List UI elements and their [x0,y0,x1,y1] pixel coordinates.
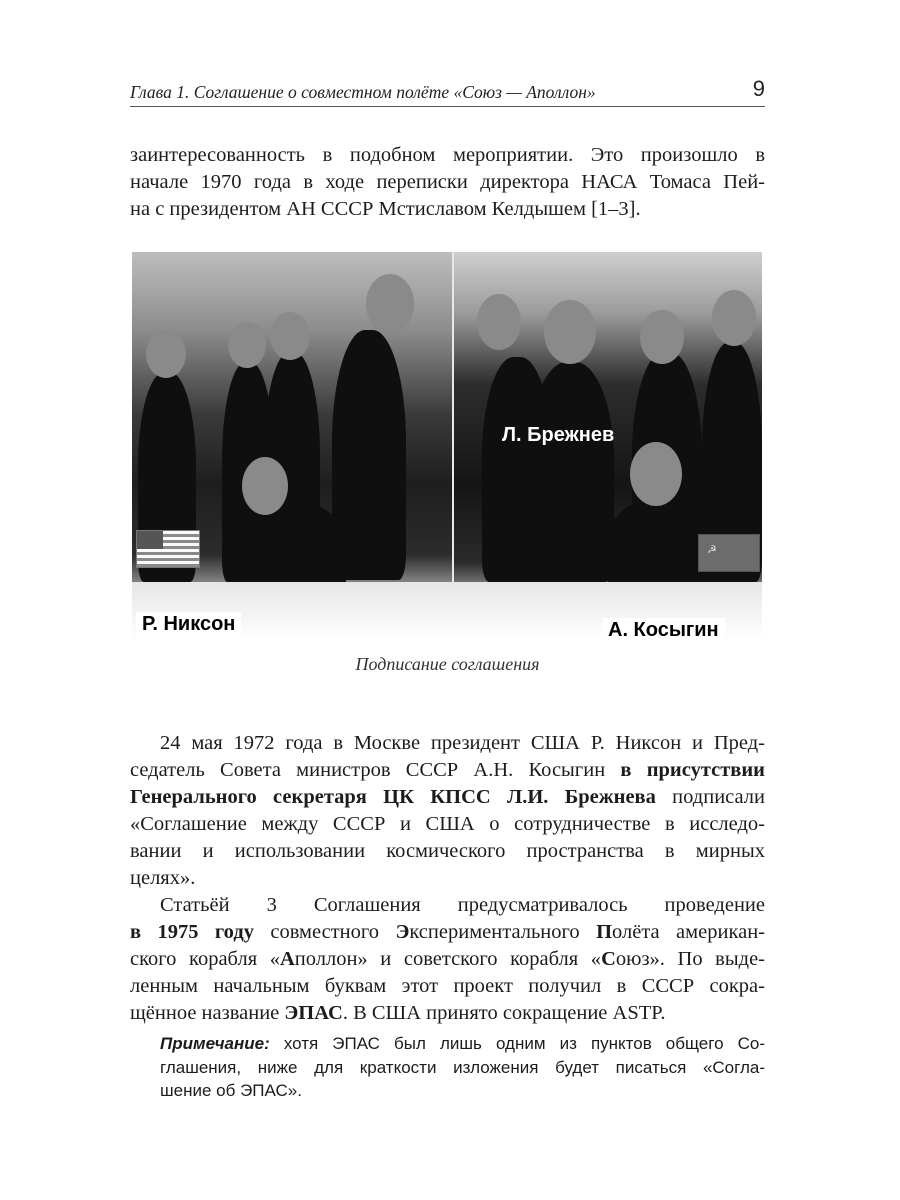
standing-figure [528,362,614,582]
us-flag-icon [136,530,200,568]
text-line: ского корабля «Аполлон» и советского корабля «Союз». По выде- [130,948,765,970]
paragraph-intro [130,142,765,223]
running-head [130,74,765,107]
figure-head [544,300,596,364]
figure-head [366,274,414,334]
text-line: целях». [130,867,196,889]
text-line: Генерального секретаря ЦК КПСС Л.И. Брежнева подписали [130,786,765,808]
figure-head [270,312,310,360]
bold-text: ЭПАС [284,1002,343,1024]
text-line: заинтересованность в подобном мероприятии. Это произошло в [130,144,765,166]
text-line: щённое название ЭПАС. В США принято сокращение ASTP. [130,1002,666,1024]
label-brezhnev: Л. Брежнев [502,424,615,446]
figure-head [712,290,756,346]
paragraph-agreement [130,730,765,892]
flag-canton [137,531,163,549]
bold-text: в 1975 году [130,921,254,943]
paragraph-article3 [130,892,765,1027]
note-block [160,1032,765,1103]
text-line: начале 1970 года в ходе переписки директора НАСА Томаса Пей- [130,171,765,193]
figure-head [242,457,288,515]
figure-head [630,442,682,506]
photo-caption: Подписание соглашения [355,654,540,674]
page-number: 9 [752,76,765,101]
figure-head [146,330,186,378]
text-line: в 1975 году совместного Экспериментального Полёта американ- [130,921,765,943]
text-line: Примечание: хотя ЭПАС был лишь одним из пунктов общего Со- [160,1034,765,1053]
label-nixon: Р. Никсон [136,612,241,637]
text-line: вании и использовании космического пространства в мирных [130,840,765,862]
text-line: «Соглашение между СССР и США о сотрудничестве в исследо- [130,813,765,835]
text-line: Статьёй 3 Соглашения предусматривалось проведение [160,894,765,916]
chapter-title: Глава 1. Соглашение о совместном полёте «Союз — Аполлон» [130,82,596,102]
text-line: глашения, ниже для краткости изложения будет писаться «Согла- [160,1057,765,1077]
hammer-sickle-icon: ☭ [707,543,717,556]
text-line: ленным начальным буквам этот проект получил в СССР сокра- [130,975,765,997]
figure-head [228,322,266,368]
text-line: седатель Совета министров СССР А.Н. Косыгин в присутствии [130,759,765,781]
signing-photo [132,252,762,640]
figure-head [640,310,684,364]
note-lead: Примечание: [160,1034,270,1053]
ussr-flag-icon [698,534,760,572]
label-kosygin: А. Косыгин [602,618,725,640]
seated-figure [236,502,346,592]
text-line: шение об ЭПАС». [160,1081,302,1100]
text-line: на с президентом АН СССР Мстиславом Келдышем [1–3]. [130,198,641,220]
figure-head [477,294,521,350]
bold-text: Генерального секретаря ЦК КПСС Л.И. Брежнева [130,786,656,808]
text-line: 24 мая 1972 года в Москве президент США Р. Никсон и Пред- [160,732,765,754]
bold-text: в присутствии [620,759,765,781]
